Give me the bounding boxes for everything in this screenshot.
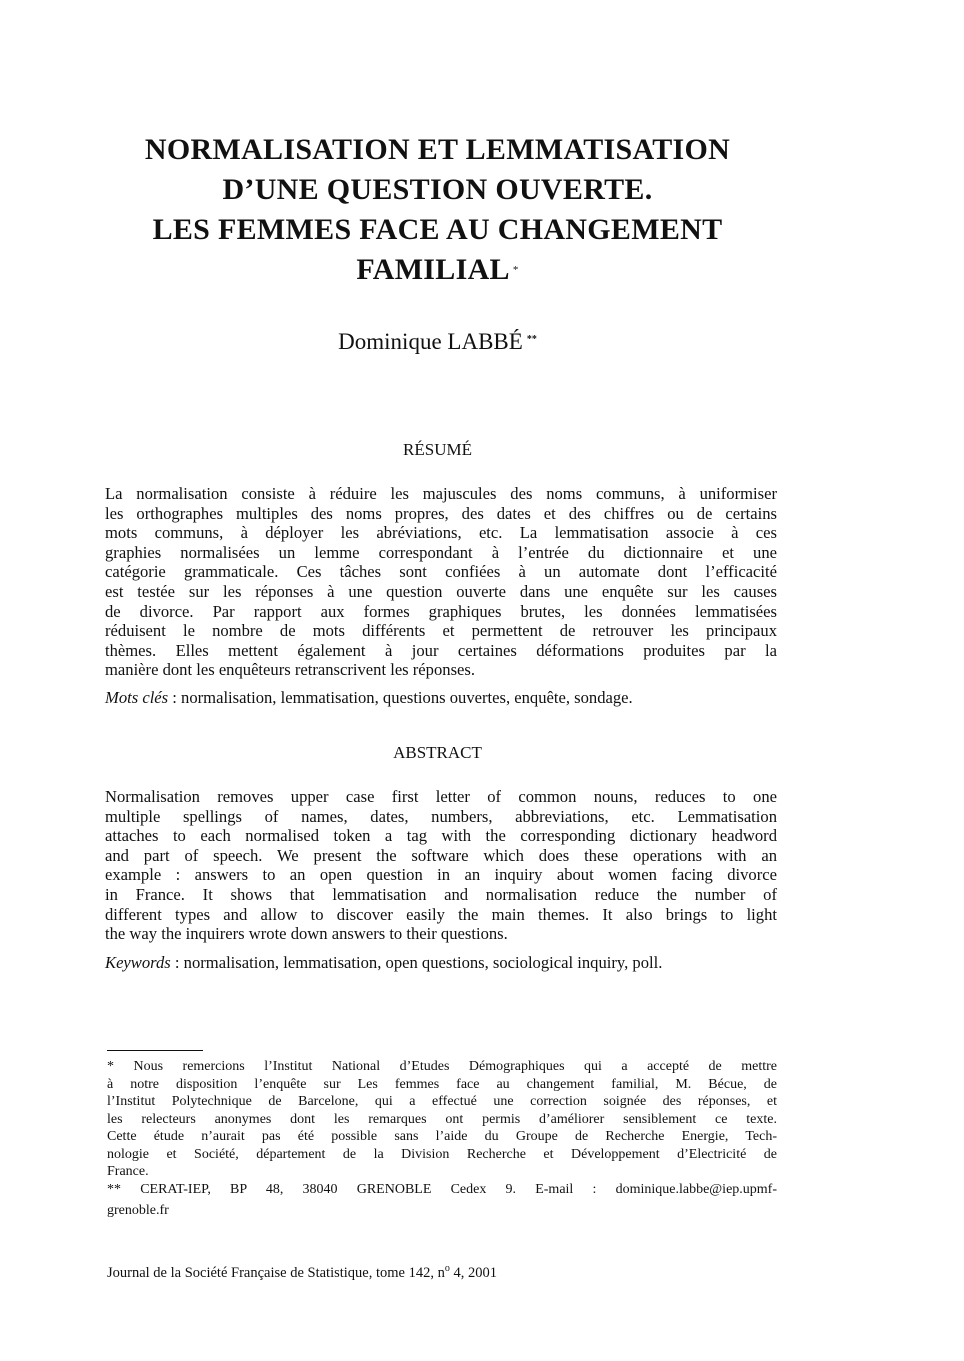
journal-suffix: 4, 2001 bbox=[449, 1264, 497, 1281]
footnote-divider bbox=[107, 1050, 203, 1051]
resume-keywords bbox=[105, 688, 785, 708]
resume-line: de divorce. Par rapport aux formes graphiques brutes, les données lemmatisées bbox=[105, 601, 777, 621]
footnote-2-text: CERAT-IEP, BP 48, 38040 GRENOBLE Cedex 9. E-mail : dominique.labbe@iep.upmf- bbox=[121, 1181, 777, 1197]
resume-line: réduisent le nombre de mots différents et permettent de retrouver les principaux bbox=[105, 621, 777, 641]
abstract-keywords-text: : normalisation, lemmatisation, open questions, sociological inquiry, poll. bbox=[170, 953, 663, 972]
paper-title bbox=[105, 130, 770, 290]
resume-keywords-label: Mots clés bbox=[105, 688, 169, 707]
footnote-2-line bbox=[107, 1181, 777, 1199]
abstract-line: Normalisation removes upper case first letter of common nouns, reduces to one bbox=[105, 787, 777, 806]
abstract-line: and part of speech. We present the software which does these operations with an bbox=[105, 845, 777, 865]
footnote-1-line: l’Institut Polytechnique de Barcelone, qui a effectué une correction soignée des réponses, et bbox=[107, 1094, 777, 1109]
abstract-line: attaches to each normalised token a tag with the corresponding dictionary headword bbox=[105, 826, 777, 846]
author-footnote-mark: ** bbox=[526, 334, 537, 345]
footnote-1-text: Nous remercions l’Institut National d’Etudes Démographiques qui a accepté de mettre bbox=[114, 1059, 777, 1074]
title-line-3: LES FEMMES FACE AU CHANGEMENT bbox=[152, 213, 723, 246]
resume-line: mots communs, à déployer les abréviations, etc. La lemmatisation associe à ces bbox=[105, 523, 777, 543]
footnotes bbox=[107, 1058, 777, 1220]
abstract-line: example : answers to an open question in an inquiry about women facing divorce bbox=[105, 865, 777, 885]
resume-heading: RÉSUMÉ bbox=[403, 440, 472, 459]
resume-line: La normalisation consiste à réduire les majuscules des noms communs, à uniformiser bbox=[105, 484, 777, 503]
journal-citation bbox=[107, 1260, 497, 1282]
abstract-line: multiple spellings of names, dates, numbers, abbreviations, etc. Lemmatisation bbox=[105, 806, 777, 826]
footnote-1-line: nologie et Société, département de la Division Recherche et Développement d’Electricité de bbox=[107, 1146, 777, 1162]
resume-keywords-text: : normalisation, lemmatisation, questions ouvertes, enquête, sondage. bbox=[168, 688, 633, 707]
abstract-line: different types and allow to discover easily the main themes. It also brings to light bbox=[105, 904, 777, 924]
abstract-keywords bbox=[105, 953, 785, 973]
resume-line: est testée sur les réponses à une question ouverte dans une enquête sur les causes bbox=[105, 581, 777, 601]
footnote-2-mark: ** bbox=[107, 1181, 121, 1197]
footnote-1-line: Cette étude n’aurait pas été possible sans l’aide du Groupe de Recherche Energie, Tech- bbox=[107, 1129, 777, 1144]
footnote-1-line bbox=[107, 1058, 777, 1076]
title-line-4 bbox=[105, 250, 770, 290]
title-line-4-text: FAMILIAL bbox=[356, 253, 510, 286]
footnote-1-mark: * bbox=[107, 1059, 114, 1074]
abstract-body bbox=[105, 787, 777, 944]
journal-prefix: Journal de la Société Française de Statistique, tome 142, n bbox=[107, 1264, 445, 1281]
abstract-heading: ABSTRACT bbox=[393, 743, 482, 762]
resume-body bbox=[105, 484, 777, 680]
resume-line: manière dont les enquêteurs retranscrivent les réponses. bbox=[105, 660, 475, 680]
footnote-1-line: France. bbox=[107, 1164, 149, 1179]
journal-degree: o bbox=[444, 1263, 450, 1274]
title-footnote-mark: * bbox=[512, 264, 519, 276]
footnote-1-line: les relecteurs anonymes dont les remarques ont permis d’améliorer sensiblement ce texte. bbox=[107, 1111, 777, 1127]
author-name bbox=[105, 325, 770, 357]
resume-line: catégorie grammaticale. Ces tâches sont confiées à un automate dont l’efficacité bbox=[105, 562, 777, 582]
abstract-line: the way the inquirers wrote down answers to their questions. bbox=[105, 924, 508, 944]
footnote-1-line: à notre disposition l’enquête sur Les femmes face au changement familial, M. Bécue, de bbox=[107, 1076, 777, 1092]
title-line-1: NORMALISATION ET LEMMATISATION bbox=[144, 133, 731, 166]
title-line-2: D’UNE QUESTION OUVERTE. bbox=[222, 173, 653, 206]
resume-line: les orthographes multiples des noms propres, des dates et des chiffres ou de certains bbox=[105, 503, 777, 523]
footnote-2-line: grenoble.fr bbox=[107, 1203, 169, 1218]
abstract-line: in France. It shows that lemmatisation and normalisation reduce the number of bbox=[105, 884, 777, 904]
abstract-keywords-label: Keywords bbox=[105, 953, 171, 972]
resume-line: thèmes. Elles mettent également à jour certaines déformations produites par la bbox=[105, 640, 777, 660]
resume-line: graphies normalisées un lemme correspondant à l’entrée du dictionnaire et une bbox=[105, 542, 777, 562]
author-text: Dominique LABBÉ bbox=[338, 329, 523, 354]
